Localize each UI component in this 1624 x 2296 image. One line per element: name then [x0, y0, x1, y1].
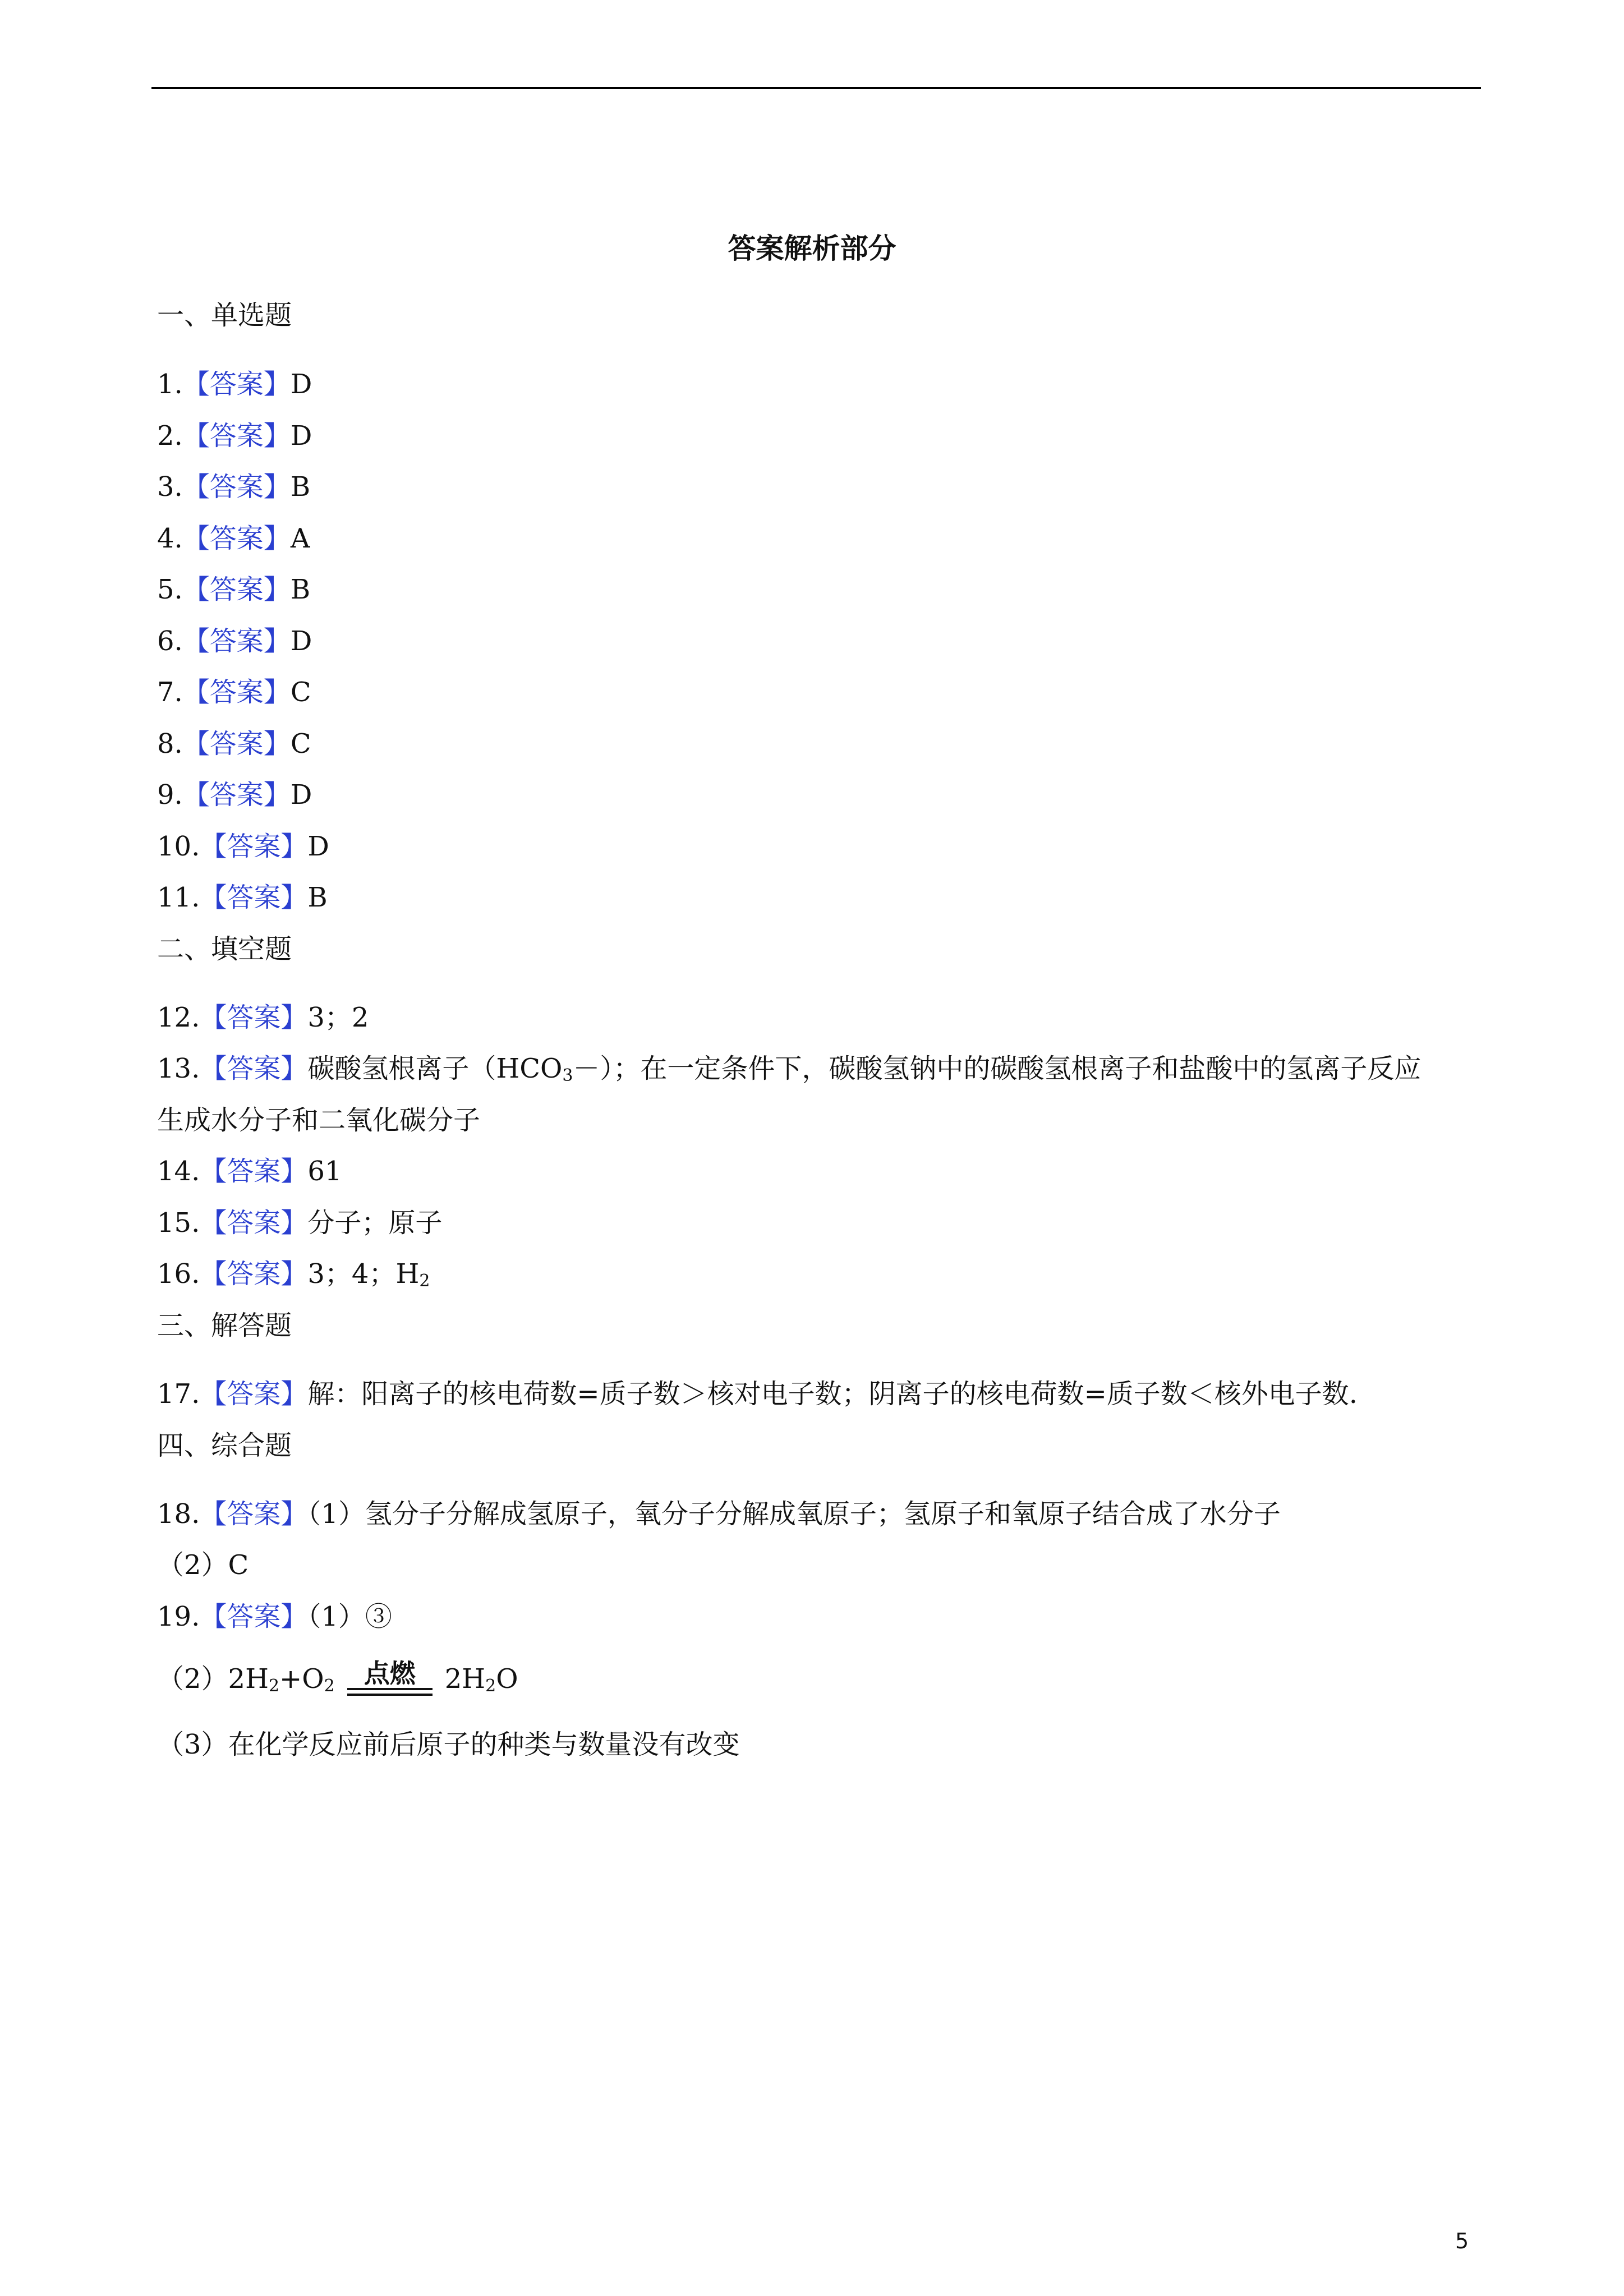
answer-tag: 【答案】	[182, 677, 291, 708]
answer-value: A	[290, 523, 310, 554]
question-number: 15.	[157, 1207, 200, 1239]
answer-line-15	[157, 1205, 442, 1241]
question-number: 10.	[157, 831, 200, 862]
answer-value: 3；4；H	[307, 1258, 420, 1290]
answer-value: B	[290, 471, 311, 503]
question-number: 3.	[157, 471, 183, 503]
answer-line-11	[157, 880, 328, 915]
answer-value: C	[290, 677, 311, 708]
answer-tag: 【答案】	[182, 523, 291, 554]
answer-line-6	[157, 623, 312, 659]
answer-tag: 【答案】	[200, 1378, 308, 1410]
answer-line-19	[157, 1599, 392, 1635]
answer-value: 分子；原子	[307, 1207, 443, 1239]
question-number: 8.	[157, 728, 183, 760]
answer-value: C	[290, 728, 311, 760]
equation-reactant-h2: （2）2H	[157, 1663, 269, 1695]
answer-line-10	[157, 829, 329, 864]
answer-line-5	[157, 572, 310, 608]
answer-tag: 【答案】	[200, 882, 308, 913]
answer-value: D	[307, 831, 329, 862]
answer-tag: 【答案】	[182, 369, 291, 400]
answer-value: B	[307, 882, 328, 913]
answer-tag: 【答案】	[182, 625, 291, 657]
answer-line-7	[157, 674, 311, 710]
answer-line-4	[157, 521, 310, 556]
question-number: 13.	[157, 1053, 200, 1084]
question-number: 18.	[157, 1498, 200, 1530]
answer-tag: 【答案】	[200, 1156, 308, 1187]
question-number: 1.	[157, 369, 183, 400]
question-number: 11.	[157, 882, 200, 913]
answer-value: （1）氢分子分解成氢原子，氧分子分解成氧原子；氢原子和氧原子结合成了水分子	[307, 1498, 1281, 1530]
answer-line-13-continued: 生成水分子和二氧化碳分子	[157, 1105, 481, 1136]
answer-line-16	[157, 1256, 430, 1292]
page-number: 5	[1455, 2229, 1469, 2253]
question-number: 19.	[157, 1601, 200, 1632]
equation-product-o: O	[496, 1663, 518, 1695]
answer-line-18	[157, 1496, 1281, 1532]
question-number: 17.	[157, 1378, 200, 1410]
question-number: 14.	[157, 1156, 200, 1187]
equation-product-h2o: 2H	[444, 1663, 486, 1695]
answer-line-9	[157, 777, 312, 813]
answer-tag: 【答案】	[200, 1498, 308, 1530]
answer-line-13	[157, 1051, 1421, 1087]
answer-line-19-part3: （3）在化学反应前后原子的种类与数量没有改变	[157, 1729, 740, 1760]
answer-tag: 【答案】	[182, 471, 291, 503]
question-number: 6.	[157, 625, 183, 657]
answer-value: 3；2	[307, 1002, 369, 1033]
answer-tag: 【答案】	[200, 831, 308, 862]
reaction-condition-label: 点燃	[364, 1658, 416, 1688]
answer-tag: 【答案】	[182, 728, 291, 760]
subscript: 2	[485, 1676, 496, 1696]
answer-value: 碳酸氢根离子（HCO	[307, 1053, 563, 1084]
answer-value: 解：阳离子的核电荷数=质子数＞核对电子数；阴离子的核电荷数=质子数＜核外电子数.	[307, 1378, 1358, 1410]
question-number: 9.	[157, 779, 183, 811]
answer-line-1	[157, 366, 312, 402]
answer-line-2	[157, 418, 312, 454]
equals-bar-bottom	[347, 1694, 433, 1696]
answer-tag: 【答案】	[182, 779, 291, 811]
section-heading-comprehensive: 四、综合题	[157, 1430, 292, 1461]
question-number: 12.	[157, 1002, 200, 1033]
answer-line-17	[157, 1376, 1358, 1412]
answer-line-19-part2-equation	[157, 1658, 518, 1697]
subscript: 3	[562, 1066, 573, 1085]
answer-line-12	[157, 1000, 369, 1036]
answer-tag: 【答案】	[182, 420, 291, 452]
answer-line-18-part2: （2）C	[157, 1549, 249, 1581]
answer-tag: 【答案】	[200, 1207, 308, 1239]
answer-value: D	[290, 625, 312, 657]
section-heading-single-choice: 一、单选题	[157, 300, 292, 331]
equals-bar-top	[347, 1688, 433, 1690]
question-number: 5.	[157, 574, 183, 605]
subscript: 2	[268, 1676, 280, 1696]
section-heading-fill-blank: 二、填空题	[157, 933, 292, 965]
answer-tag: 【答案】	[200, 1002, 308, 1033]
answer-value: （1）③	[307, 1601, 392, 1632]
answer-tag: 【答案】	[200, 1601, 308, 1632]
header-rule	[151, 87, 1481, 89]
equation-reactant-o2: +O	[279, 1663, 324, 1695]
answer-tag: 【答案】	[182, 574, 291, 605]
question-number: 16.	[157, 1258, 200, 1290]
reaction-condition-arrow	[345, 1658, 435, 1697]
answer-line-3	[157, 469, 310, 505]
question-number: 2.	[157, 420, 183, 452]
subscript: 2	[419, 1271, 430, 1291]
subscript: 2	[324, 1676, 335, 1696]
answer-tag: 【答案】	[200, 1258, 308, 1290]
answer-value: D	[290, 369, 312, 400]
answer-tag: 【答案】	[200, 1053, 308, 1084]
answer-value: D	[290, 779, 312, 811]
answer-value-cont: －）；在一定条件下，碳酸氢钠中的碳酸氢根离子和盐酸中的氢离子反应	[573, 1053, 1421, 1084]
answer-value: B	[290, 574, 311, 605]
answer-line-8	[157, 726, 311, 762]
question-number: 4.	[157, 523, 183, 554]
answer-line-14	[157, 1153, 342, 1189]
page-title: 答案解析部分	[728, 232, 896, 265]
question-number: 7.	[157, 677, 183, 708]
answer-value: D	[290, 420, 312, 452]
section-heading-free-response: 三、解答题	[157, 1310, 292, 1341]
answer-value: 61	[307, 1156, 342, 1187]
